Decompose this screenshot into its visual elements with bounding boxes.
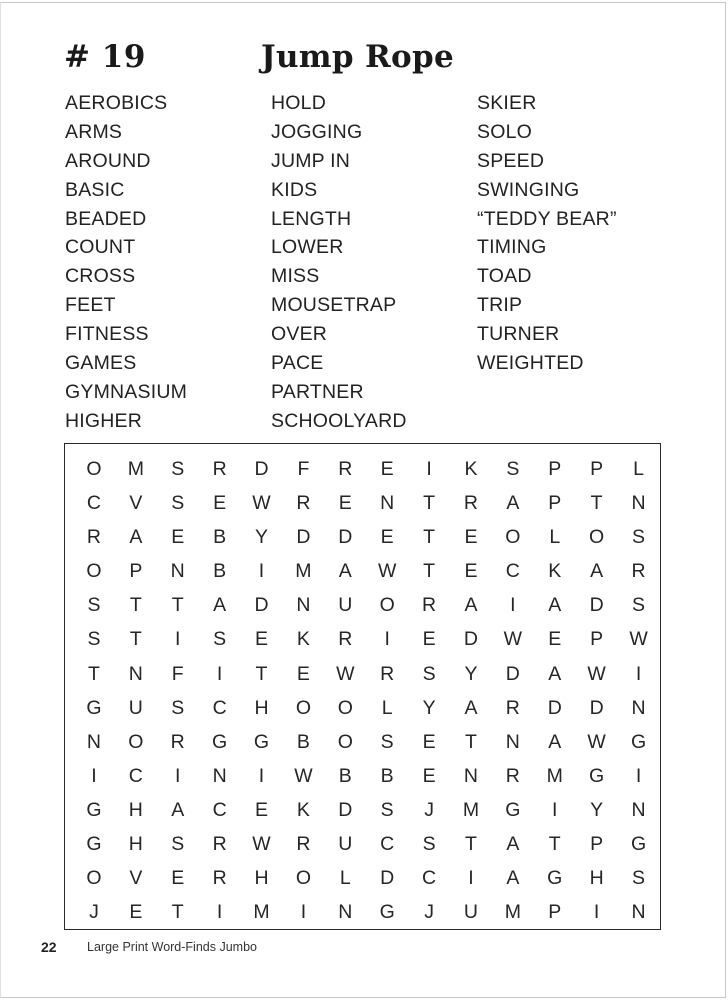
grid-cell: N [212, 764, 227, 787]
grid-cell: P [548, 901, 562, 924]
grid-cell: P [590, 833, 604, 856]
grid-cell: S [632, 526, 646, 549]
grid-cell: E [255, 798, 269, 821]
grid-cell: P [590, 458, 604, 480]
grid-cell: C [212, 696, 227, 719]
grid-cell: T [423, 492, 436, 515]
word-list-item: AEROBICS [65, 92, 168, 114]
grid-cell: G [630, 730, 647, 753]
grid-cell: C [212, 798, 227, 821]
word-list-item: LENGTH [271, 207, 352, 230]
grid-cell: O [128, 730, 144, 753]
grid-cell: T [129, 628, 142, 651]
grid-cell: T [465, 730, 477, 753]
grid-cell: F [297, 458, 310, 480]
puzzle-title: Jump Rope [261, 39, 455, 75]
grid-cell: I [552, 798, 558, 821]
grid-cell: I [468, 867, 474, 890]
word-list-item: GYMNASIUM [65, 380, 188, 403]
grid-cell: S [171, 696, 185, 719]
grid-cell: R [212, 867, 227, 890]
grid-cell: E [171, 526, 185, 549]
grid-cell: N [631, 492, 646, 515]
grid-cell: L [381, 696, 393, 719]
grid-cell: O [505, 526, 521, 549]
word-list-column [65, 89, 187, 436]
grid-cell: T [423, 560, 436, 583]
word-list-item: FITNESS [65, 323, 149, 346]
grid-cell: B [296, 730, 310, 753]
grid-cell: K [296, 798, 310, 821]
grid-cell: I [300, 901, 307, 924]
grid-cell: R [296, 833, 311, 856]
grid-cell: T [255, 662, 268, 685]
grid-cell: T [171, 901, 184, 924]
grid-cell: O [589, 526, 605, 549]
grid-cell: U [338, 594, 353, 617]
grid-cell: I [216, 901, 223, 924]
grid-cell: I [426, 458, 432, 480]
grid-cell: A [338, 560, 352, 583]
grid-cell: G [589, 764, 605, 787]
grid-cell: V [129, 492, 143, 515]
grid-cell: E [422, 628, 436, 651]
grid-cell: W [587, 730, 606, 753]
word-list-item: PARTNER [271, 380, 364, 403]
grid-cell: W [587, 662, 606, 685]
grid-cell: O [379, 594, 395, 617]
grid-cell: P [548, 458, 562, 480]
grid-cell: T [129, 594, 142, 617]
grid-cell: E [338, 492, 352, 515]
puzzle-page [0, 2, 726, 998]
puzzle-number: # 19 [64, 39, 146, 75]
grid-cell: G [86, 833, 102, 856]
grid-cell: W [252, 833, 271, 856]
grid-cell: H [128, 798, 143, 821]
word-list-item: “TEDDY BEAR” [477, 207, 617, 230]
grid-cell: T [87, 662, 100, 685]
grid-cell: C [128, 764, 143, 787]
grid-cell: M [546, 764, 563, 787]
grid-cell: R [463, 492, 478, 515]
book-title: Large Print Word-Finds Jumbo [87, 940, 257, 954]
grid-cell: O [295, 696, 311, 719]
grid-cell: B [213, 560, 227, 583]
grid-cell: H [254, 696, 269, 719]
grid-cell: S [87, 594, 101, 617]
letter-grid [73, 452, 659, 929]
grid-cell: G [547, 867, 563, 890]
grid-cell: Y [590, 798, 604, 821]
grid-cell: W [294, 764, 313, 787]
grid-cell: W [336, 662, 355, 685]
grid-cell: P [129, 560, 143, 583]
grid-cell: D [589, 594, 604, 617]
grid-cell: I [384, 628, 390, 651]
grid-cell: S [380, 798, 394, 821]
grid-cell: O [295, 867, 311, 890]
grid-cell: A [590, 560, 604, 583]
grid-cell: K [296, 628, 310, 651]
word-list-item: OVER [271, 323, 328, 346]
grid-cell: O [337, 730, 353, 753]
grid-cell: B [380, 764, 394, 787]
grid-cell: N [631, 901, 646, 924]
grid-cell: W [377, 560, 397, 583]
grid-cell: R [380, 662, 395, 685]
grid-cell: R [422, 594, 437, 617]
grid-cell: G [86, 696, 102, 719]
grid-cell: R [170, 730, 185, 753]
word-list-item: FEET [65, 294, 116, 317]
word-list-item: SKIER [477, 92, 537, 114]
grid-cell: O [86, 560, 102, 583]
grid-cell: I [216, 662, 223, 685]
grid-cell: I [175, 764, 181, 787]
letter-grid-box [64, 443, 661, 930]
word-list-item: LOWER [271, 236, 344, 259]
word-list-item: GAMES [65, 352, 137, 375]
grid-cell: G [86, 798, 102, 821]
grid-cell: A [506, 867, 520, 890]
grid-cell: N [380, 492, 395, 515]
word-list-item: AROUND [65, 149, 151, 172]
grid-cell: G [379, 901, 395, 924]
grid-cell: L [549, 526, 561, 549]
grid-cell: D [589, 696, 604, 719]
word-list-item: HOLD [271, 92, 326, 114]
grid-cell: A [171, 798, 185, 821]
grid-cell: N [463, 764, 478, 787]
grid-cell: E [380, 526, 394, 549]
grid-cell: N [631, 696, 646, 719]
grid-cell: E [422, 730, 436, 753]
grid-cell: R [338, 458, 353, 480]
grid-cell: G [253, 730, 270, 753]
word-list-item: SPEED [477, 149, 545, 172]
grid-cell: M [504, 901, 521, 924]
grid-cell: A [548, 594, 562, 617]
grid-cell: E [548, 628, 562, 651]
grid-cell: O [86, 458, 102, 480]
grid-cell: W [629, 628, 648, 651]
word-list-item: TRIP [477, 294, 523, 317]
grid-cell: A [464, 594, 478, 617]
word-list-item: TIMING [477, 236, 547, 259]
grid-cell: C [86, 492, 101, 515]
grid-cell: T [423, 526, 436, 549]
grid-cell: R [505, 696, 520, 719]
grid-cell: E [464, 526, 478, 549]
grid-cell: N [338, 901, 353, 924]
word-list-item: MISS [271, 265, 320, 288]
grid-cell: S [171, 492, 185, 515]
grid-cell: C [505, 560, 520, 583]
grid-cell: E [380, 458, 394, 480]
word-list-column [271, 89, 407, 436]
grid-cell: A [548, 730, 562, 753]
grid-cell: D [338, 798, 353, 821]
grid-cell: P [548, 492, 562, 515]
grid-cell: J [89, 901, 99, 924]
grid-cell: D [296, 526, 311, 549]
grid-cell: E [255, 628, 269, 651]
grid-cell: M [295, 560, 312, 583]
grid-cell: R [296, 492, 311, 515]
grid-cell: S [632, 867, 646, 890]
grid-cell: S [171, 833, 185, 856]
grid-cell: K [548, 560, 562, 583]
grid-cell: D [505, 662, 520, 685]
grid-cell: I [635, 764, 642, 787]
grid-cell: U [128, 696, 143, 719]
word-list-item: JUMP IN [271, 149, 351, 172]
grid-cell: L [339, 867, 351, 890]
grid-cell: V [129, 867, 143, 890]
grid-cell: B [213, 526, 227, 549]
grid-cell: I [175, 628, 181, 651]
grid-cell: S [632, 594, 646, 617]
grid-cell: J [424, 798, 434, 821]
grid-cell: A [548, 662, 562, 685]
grid-cell: R [631, 560, 646, 583]
word-list-item: JOGGING [271, 120, 363, 143]
word-list-item: TURNER [477, 323, 560, 346]
grid-cell: D [463, 628, 478, 651]
grid-cell: D [254, 594, 269, 617]
grid-cell: N [86, 730, 101, 753]
grid-cell: I [258, 764, 265, 787]
grid-cell: N [505, 730, 520, 753]
grid-cell: A [506, 492, 520, 515]
grid-cell: T [548, 833, 561, 856]
grid-cell: A [213, 594, 227, 617]
grid-cell: S [422, 662, 436, 685]
grid-cell: Y [464, 662, 478, 685]
word-list-item: HIGHER [65, 409, 143, 432]
grid-cell: D [547, 696, 562, 719]
grid-cell: S [380, 730, 394, 753]
grid-cell: I [258, 560, 265, 583]
grid-cell: A [464, 696, 478, 719]
grid-cell: N [128, 662, 143, 685]
grid-cell: W [503, 628, 523, 651]
grid-cell: G [212, 730, 228, 753]
grid-cell: E [422, 764, 436, 787]
grid-cell: M [462, 798, 480, 821]
grid-cell: E [464, 560, 478, 583]
grid-cell: D [254, 458, 269, 480]
grid-cell: T [465, 833, 477, 856]
word-list-item: TOAD [477, 265, 532, 288]
grid-cell: J [424, 901, 434, 924]
grid-cell: E [171, 867, 185, 890]
grid-cell: G [630, 833, 647, 856]
grid-cell: I [635, 662, 642, 685]
grid-cell: G [505, 798, 521, 821]
grid-cell: H [589, 867, 604, 890]
grid-cell: B [338, 764, 352, 787]
grid-cell: H [254, 867, 269, 890]
grid-cell: D [380, 867, 395, 890]
grid-cell: W [252, 492, 271, 515]
word-list-column [477, 89, 617, 378]
grid-cell: S [87, 628, 101, 651]
grid-cell: C [422, 867, 437, 890]
grid-cell: M [253, 901, 270, 924]
grid-cell: R [212, 833, 227, 856]
grid-cell: E [213, 492, 227, 515]
grid-cell: Y [255, 526, 269, 549]
grid-cell: R [86, 526, 101, 549]
grid-cell: S [213, 628, 227, 651]
grid-cell: S [506, 458, 520, 480]
grid-cell: H [128, 833, 143, 856]
grid-cell: I [91, 764, 97, 787]
word-list-item: PACE [271, 352, 324, 375]
grid-cell: R [212, 458, 227, 480]
grid-cell: T [171, 594, 184, 617]
grid-cell: O [86, 867, 102, 890]
word-list-item: CROSS [65, 265, 136, 288]
word-list-item: SOLO [477, 120, 532, 143]
grid-cell: I [593, 901, 600, 924]
grid-cell: R [505, 764, 520, 787]
grid-cell: N [170, 560, 185, 583]
grid-cell: E [129, 901, 143, 924]
word-list-item: BASIC [65, 178, 125, 201]
grid-cell: M [127, 458, 144, 480]
grid-cell: D [338, 526, 353, 549]
grid-cell: U [338, 833, 353, 856]
grid-cell: K [464, 458, 478, 480]
grid-cell: T [590, 492, 603, 515]
grid-cell: A [506, 833, 520, 856]
grid-cell: C [380, 833, 395, 856]
word-list-item: ARMS [65, 120, 123, 143]
grid-cell: Y [422, 696, 436, 719]
word-list-item: KIDS [271, 178, 318, 201]
grid-cell: O [337, 696, 353, 719]
word-list-item: COUNT [65, 236, 136, 259]
grid-cell: L [633, 458, 644, 480]
grid-cell: A [129, 526, 143, 549]
grid-cell: N [631, 798, 646, 821]
grid-cell: P [590, 628, 604, 651]
grid-cell: N [296, 594, 311, 617]
grid-cell: I [510, 594, 516, 617]
word-list-item: MOUSETRAP [271, 294, 397, 317]
grid-cell: S [171, 458, 185, 480]
grid-cell: U [463, 901, 478, 924]
word-list-item: BEADED [65, 207, 147, 230]
grid-cell: R [338, 628, 353, 651]
grid-cell: S [422, 833, 436, 856]
page-number: 22 [41, 939, 57, 955]
word-list-item: SCHOOLYARD [271, 409, 407, 432]
grid-cell: F [171, 662, 184, 685]
word-list-item: SWINGING [477, 178, 580, 201]
grid-cell: E [296, 662, 310, 685]
word-list-item: WEIGHTED [477, 352, 584, 375]
